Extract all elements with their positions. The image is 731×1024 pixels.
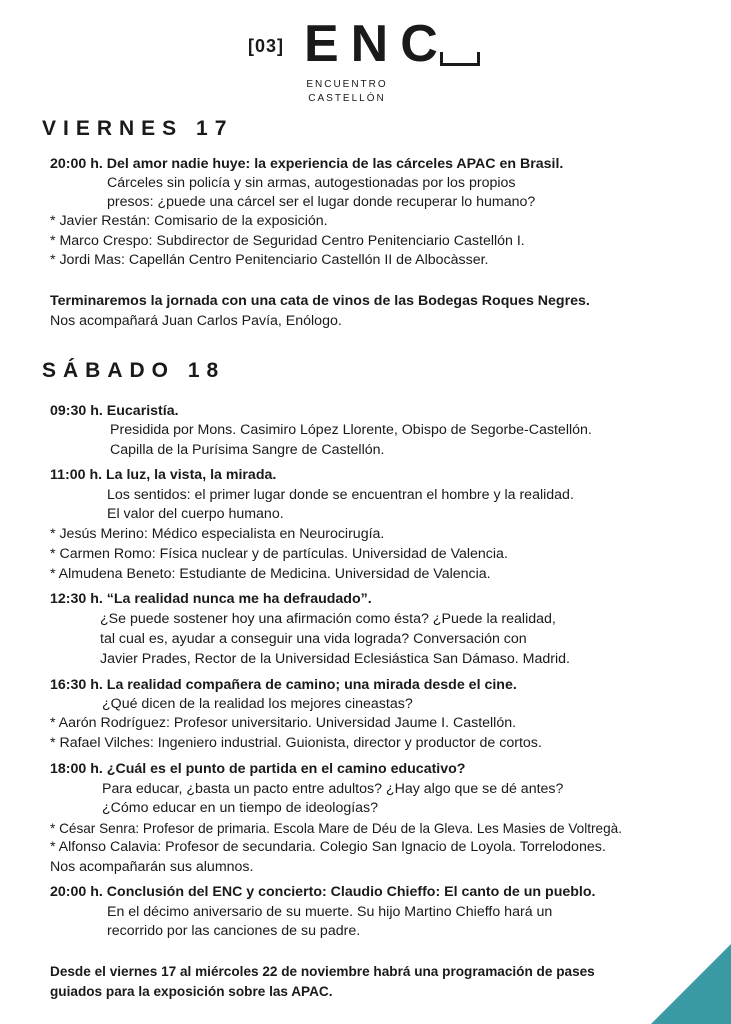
event-title: 12:30 h. “La realidad nunca me ha defraudado”.	[50, 591, 372, 607]
closing-note-title: Terminaremos la jornada con una cata de vinos de las Bodegas Roques Negres.	[50, 293, 590, 309]
speaker-item: * Aarón Rodríguez: Profesor universitario. Universidad Jaume I. Castellón.	[50, 715, 517, 731]
speaker-item: * César Senra: Profesor de primaria. Escola Mare de Déu de la Gleva. Les Masies de Voltregà.	[50, 821, 622, 836]
speaker-item: * Carmen Romo: Física nuclear y de partículas. Universidad de Valencia.	[50, 546, 508, 562]
logo-number: [03]	[248, 36, 285, 56]
event-description: ¿Se puede sostener hoy una afirmación como ésta? ¿Puede la realidad,	[100, 611, 556, 627]
event-description: En el décimo aniversario de su muerte. Su hijo Martino Chieffo hará un	[107, 904, 553, 920]
speaker-item: * Jordi Mas: Capellán Centro Penitenciario Castellón II de Albocàsser.	[50, 252, 489, 268]
event-title: 09:30 h. Eucaristía.	[50, 403, 179, 419]
corner-decoration	[651, 944, 731, 1024]
event-description: El valor del cuerpo humano.	[107, 506, 284, 522]
day-heading-saturday: SÁBADO 18	[42, 359, 226, 382]
event-title: 20:00 h. Conclusión del ENC y concierto: Claudio Chieffo: El canto de un pueblo.	[50, 884, 596, 900]
event-description: tal cual es, ayudar a conseguir una vida lograda? Conversación con	[100, 631, 527, 647]
event-description: Para educar, ¿basta un pacto entre adultos? ¿Hay algo que se dé antes?	[102, 781, 564, 797]
logo-bracket-icon	[440, 52, 480, 66]
logo-acronym: ENC	[304, 15, 450, 73]
speaker-item: * Jesús Merino: Médico especialista en Neurocirugía.	[50, 526, 385, 542]
speaker-item: * Marco Crespo: Subdirector de Seguridad Centro Penitenciario Castellón I.	[50, 233, 525, 249]
speaker-item: * Javier Restán: Comisario de la exposición.	[50, 213, 328, 229]
event-note: Nos acompañarán sus alumnos.	[50, 859, 254, 875]
speaker-item: * Rafael Vilches: Ingeniero industrial. Guionista, director y productor de cortos.	[50, 735, 542, 751]
speaker-item: * Almudena Beneto: Estudiante de Medicina. Universidad de Valencia.	[50, 566, 491, 582]
event-description: recorrido por las canciones de su padre.	[107, 923, 361, 939]
event-description: ¿Cómo educar en un tiempo de ideologías?	[102, 800, 379, 816]
day-heading-friday: VIERNES 17	[42, 117, 234, 140]
event-description: Javier Prades, Rector de la Universidad Eclesiástica San Dámaso. Madrid.	[100, 651, 570, 667]
logo-subtitle	[302, 78, 392, 106]
event-title: 18:00 h. ¿Cuál es el punto de partida en el camino educativo?	[50, 761, 466, 777]
logo-subtitle-line: CASTELLÓN	[308, 93, 386, 104]
event-title: 11:00 h. La luz, la vista, la mirada.	[50, 467, 277, 483]
exhibition-note: guiados para la exposición sobre las APAC.	[50, 984, 333, 999]
event-description: presos: ¿puede una cárcel ser el lugar donde recuperar lo humano?	[107, 194, 536, 210]
event-description: Cárceles sin policía y sin armas, autogestionadas por los propios	[107, 175, 516, 191]
event-title: 16:30 h. La realidad compañera de camino; una mirada desde el cine.	[50, 677, 517, 693]
event-description: Presidida por Mons. Casimiro López Llorente, Obispo de Segorbe-Castellón.	[110, 422, 592, 438]
event-title: 20:00 h. Del amor nadie huye: la experiencia de las cárceles APAC en Brasil.	[50, 156, 564, 172]
event-description: Capilla de la Purísima Sangre de Castellón.	[110, 442, 385, 458]
logo-subtitle-line: ENCUENTRO	[306, 79, 388, 90]
event-description: Los sentidos: el primer lugar donde se encuentran el hombre y la realidad.	[107, 487, 574, 503]
enc-logo	[0, 0, 731, 110]
speaker-item: * Alfonso Calavia: Profesor de secundaria. Colegio San Ignacio de Loyola. Torrelodones.	[50, 839, 606, 855]
exhibition-note: Desde el viernes 17 al miércoles 22 de noviembre habrá una programación de pases	[50, 964, 595, 979]
event-description: ¿Qué dicen de la realidad los mejores cineastas?	[102, 696, 413, 712]
closing-note: Nos acompañará Juan Carlos Pavía, Enólogo.	[50, 313, 342, 329]
